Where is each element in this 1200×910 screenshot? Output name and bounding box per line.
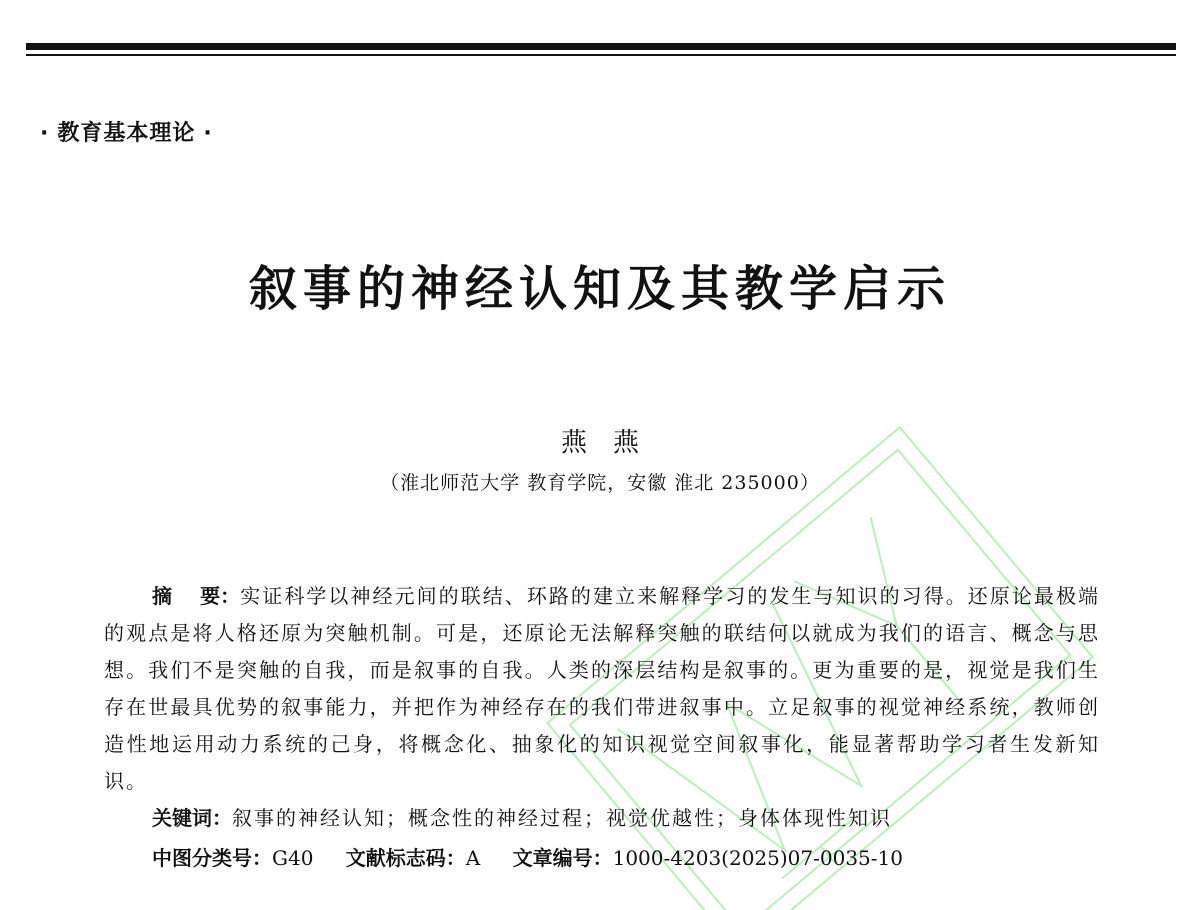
doc-code-label: 文献标志码： [345, 846, 466, 870]
abstract-label-part1: 摘 [152, 584, 173, 608]
abstract-label-part2: 要： [200, 584, 241, 608]
clc-item [152, 842, 313, 871]
article-no-label: 文章编号： [512, 846, 613, 870]
keywords-label: 关键词： [152, 806, 232, 830]
clc-value: G40 [272, 846, 314, 870]
section-bullet-left: · [40, 121, 50, 146]
abstract [104, 578, 1100, 800]
doc-code-item [346, 842, 480, 871]
keywords [152, 802, 1092, 831]
section-label-text: 教育基本理论 [57, 121, 196, 146]
abstract-label [152, 584, 240, 608]
section-label [32, 116, 221, 147]
abstract-text: 实证科学以神经元间的联结、环路的建立来解释学习的发生与知识的习得。还原论最极端的观点是将人格还原为突触机制。可是，还原论无法解释突触的联结何以就成为我们的语言、概念与思想。我们不是突触的自我，而是叙事的自我。人类的深层结构是叙事的。更为重要的是，视觉是我们生存在世最具优势的叙事能力，并把作为神经存在的我们带进叙事中。立足叙事的视觉神经系统，教师创造性地运用动力系统的己身，将概念化、抽象化的知识视觉空间叙事化，能显著帮助学习者生发新知识。 [104, 584, 1101, 793]
header-rule-thin [26, 54, 1176, 56]
article-no-item [513, 842, 903, 871]
doc-code-value: A [465, 846, 481, 870]
classification-line [152, 842, 1092, 871]
keywords-text: 叙事的神经认知；概念性的神经过程；视觉优越性；身体体现性知识 [232, 806, 892, 830]
author-name: 燕燕 [560, 428, 665, 458]
article-title: 叙事的神经认知及其教学启示 [248, 261, 951, 317]
article-no-value: 1000-4203(2025)07-0035-10 [612, 846, 903, 870]
section-bullet-right: · [203, 121, 213, 146]
clc-label: 中图分类号： [152, 846, 272, 870]
author-affiliation: （淮北师范大学 教育学院，安徽 淮北 235000） [380, 472, 820, 494]
header-rule-thick [26, 43, 1176, 50]
